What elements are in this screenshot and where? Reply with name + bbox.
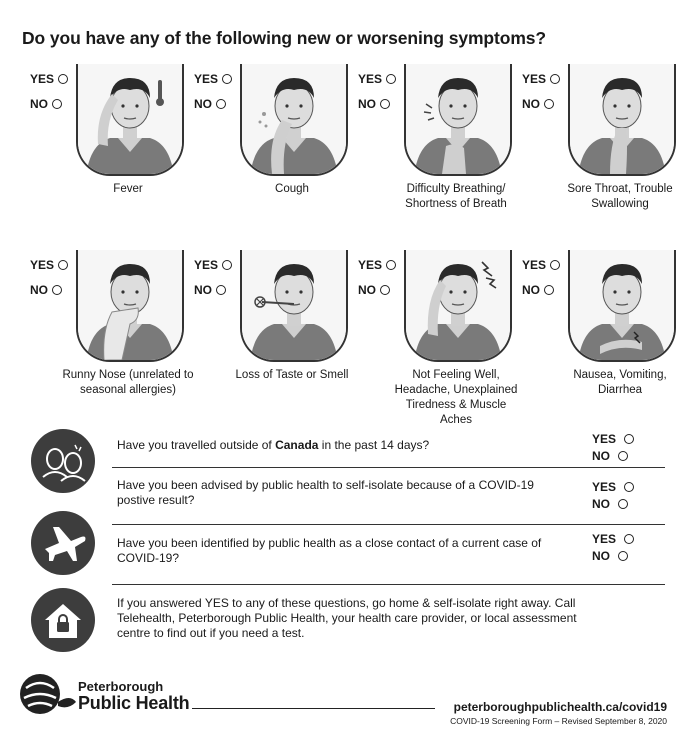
symptom-caption: Sore Throat, Trouble Swallowing [567,183,673,210]
contact-no-option[interactable]: NO [592,549,628,563]
symptom-caption: Loss of Taste or Smell [235,369,349,381]
cough-no-option[interactable]: NO [194,97,226,111]
symptom-fever [24,72,186,262]
runny-nose-person-icon [76,250,184,362]
headache-no-option[interactable]: NO [358,283,390,297]
cough-yes-option[interactable]: YES [194,72,232,86]
radio-icon[interactable] [58,260,68,270]
radio-icon[interactable] [618,551,628,561]
runny-nose-no-option[interactable]: NO [30,283,62,297]
symptom-taste-smell [188,258,350,448]
page-title: Do you have any of the following new or worsening symptoms? [22,28,547,48]
nausea-person-icon [568,250,676,362]
taste-smell-no-option[interactable]: NO [194,283,226,297]
radio-icon[interactable] [386,260,396,270]
radio-icon[interactable] [52,285,62,295]
breathing-yes-option[interactable]: YES [358,72,396,86]
radio-icon[interactable] [624,534,634,544]
isolate-question: Have you been advised by public health to self-isolate because of a COVID-19 postive result? [117,478,534,507]
radio-icon[interactable] [618,451,628,461]
footer-rule [192,708,435,709]
symptom-breathing [352,72,514,262]
radio-icon[interactable] [222,74,232,84]
travel-no-option[interactable]: NO [592,449,628,463]
taste-smell-person-icon [240,250,348,362]
radio-icon[interactable] [216,99,226,109]
peterborough-logo-icon [18,672,78,714]
radio-icon[interactable] [618,499,628,509]
website-link[interactable]: peterboroughpublichealth.ca/covid19 [453,700,667,714]
divider [112,524,665,525]
contact-yes-option[interactable]: YES [592,532,634,546]
runny-nose-yes-option[interactable]: YES [30,258,68,272]
radio-icon[interactable] [624,482,634,492]
org-name-line1: Peterborough [78,679,164,694]
advice-text: If you answered YES to any of these questions, go home & self-isolate right away. Call Telehealth, Peterborough Public Health, your health care provider, or local assessment centre to find out if you need a test. [117,596,577,640]
symptom-caption: Difficulty Breathing/ Shortness of Breath [405,183,507,210]
fever-yes-option[interactable]: YES [30,72,68,86]
people-icon [31,429,95,493]
sore-throat-no-option[interactable]: NO [522,97,554,111]
divider [112,584,665,585]
breathing-no-option[interactable]: NO [358,97,390,111]
sore-throat-person-icon [568,64,676,176]
symptom-headache [352,258,518,448]
radio-icon[interactable] [624,434,634,444]
isolate-yes-option[interactable]: YES [592,480,634,494]
radio-icon[interactable] [58,74,68,84]
airplane-icon [31,511,95,575]
symptom-caption: Runny Nose (unrelated to seasonal allergies) [62,369,194,396]
contact-question: Have you been identified by public health as a close contact of a current case of COVID-19? [117,536,542,565]
travel-yes-option[interactable]: YES [592,432,634,446]
headache-person-icon [404,250,512,362]
travel-question: Have you travelled outside of Canada in the past 14 days? [117,438,430,452]
taste-smell-yes-option[interactable]: YES [194,258,232,272]
symptom-nausea [516,258,678,448]
radio-icon[interactable] [544,99,554,109]
radio-icon[interactable] [550,74,560,84]
headache-yes-option[interactable]: YES [358,258,396,272]
fever-person-icon [76,64,184,176]
sore-throat-yes-option[interactable]: YES [522,72,560,86]
symptom-caption: Cough [275,183,309,195]
radio-icon[interactable] [380,285,390,295]
radio-icon[interactable] [222,260,232,270]
symptom-sore-throat [516,72,678,262]
radio-icon[interactable] [52,99,62,109]
nausea-yes-option[interactable]: YES [522,258,560,272]
symptom-cough [188,72,350,262]
fever-no-option[interactable]: NO [30,97,62,111]
symptom-caption: Nausea, Vomiting, Diarrhea [573,369,667,396]
radio-icon[interactable] [216,285,226,295]
radio-icon[interactable] [380,99,390,109]
form-revision-note: COVID-19 Screening Form – Revised September 8, 2020 [450,716,667,726]
home-lock-icon [31,588,95,652]
breathing-person-icon [404,64,512,176]
symptom-caption: Not Feeling Well, Headache, Unexplained Tiredness & Muscle Aches [394,369,518,426]
radio-icon[interactable] [386,74,396,84]
radio-icon[interactable] [550,260,560,270]
divider [112,467,665,468]
symptom-caption: Fever [113,183,143,195]
radio-icon[interactable] [544,285,554,295]
symptom-runny-nose [24,258,194,448]
isolate-no-option[interactable]: NO [592,497,628,511]
org-name-line2: Public Health [78,693,190,713]
nausea-no-option[interactable]: NO [522,283,554,297]
cough-person-icon [240,64,348,176]
